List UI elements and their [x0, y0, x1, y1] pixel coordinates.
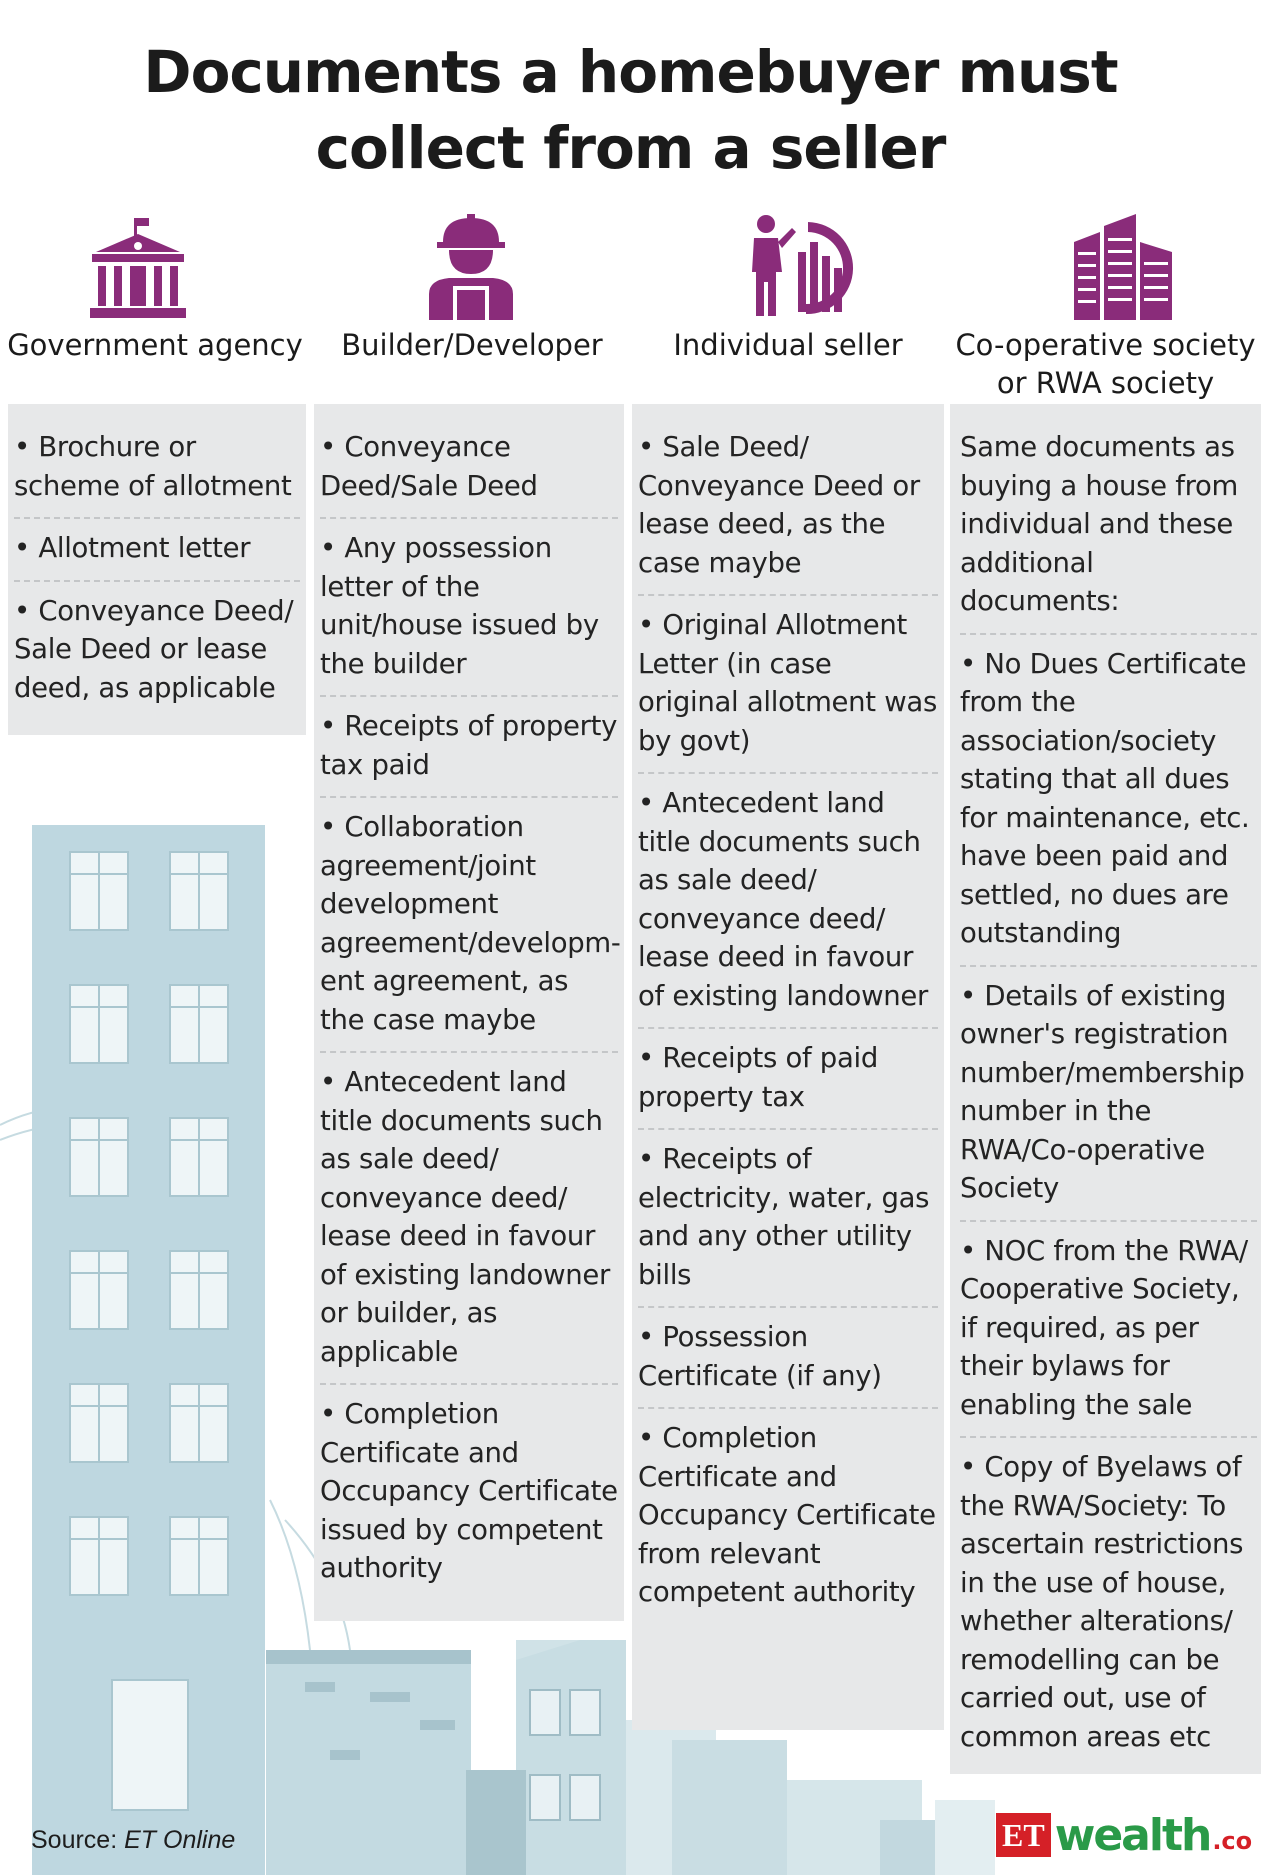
- list-item: • Original Allotment Letter (in case original allotment was by govt): [638, 596, 938, 774]
- column-title-individual: Individual seller: [673, 328, 903, 362]
- panel-builder: [314, 404, 624, 1621]
- list-item: • Brochure or scheme of allotment: [14, 428, 300, 519]
- list-item: • Antecedent land title documents such as sale deed/ conveyance deed/ lease deed in favour of existing landowner or builder, as applicable: [320, 1053, 618, 1385]
- list-item: • No Dues Certificate from the association/society stating that all dues for maintenance, etc. have been paid and settled, no dues are outstanding: [960, 635, 1257, 967]
- column-title-society: Co-operative society or RWA society: [955, 328, 1256, 400]
- list-item: • NOC from the RWA/ Cooperative Society, if required, as per their bylaws for enabling the sale: [960, 1222, 1257, 1439]
- society-intro-text: Same documents as buying a house from individual and these additional documents:: [960, 428, 1257, 635]
- government-building-icon: [82, 212, 194, 324]
- apartment-towers-icon: [1070, 212, 1182, 324]
- list-item: • Conveyance Deed/ Sale Deed or lease deed, as applicable: [14, 594, 294, 704]
- list-item: • Receipts of paid property tax: [638, 1029, 938, 1130]
- panel-society: [950, 404, 1261, 1774]
- list-item: • Details of existing owner's registration number/membership number in the RWA/Co-operative Society: [960, 967, 1257, 1222]
- logo-co: .co: [1212, 1827, 1253, 1855]
- list-item: • Receipts of electricity, water, gas and any other utility bills: [638, 1130, 938, 1308]
- list-item: • Receipts of property tax paid: [320, 697, 618, 798]
- source-name: ET Online: [124, 1826, 236, 1854]
- list-item: • Copy of Byelaws of the RWA/Society: To ascertain restrictions in the use of house, whether alterations/ remodelling can be carried out, use of common areas etc: [960, 1451, 1244, 1753]
- list-item: • Any possession letter of the unit/house issued by the builder: [320, 519, 618, 697]
- logo-wealth: wealth: [1054, 1809, 1211, 1861]
- list-item: • Allotment letter: [14, 519, 300, 582]
- panel-government: [8, 404, 306, 735]
- construction-worker-icon: [415, 212, 527, 324]
- list-item: • Conveyance Deed/Sale Deed: [320, 428, 618, 519]
- list-item: • Completion Certificate and Occupancy Certificate issued by competent authority: [320, 1398, 618, 1584]
- individual-seller-icon: [748, 212, 860, 324]
- page-title: [0, 34, 1261, 186]
- list-item: • Completion Certificate and Occupancy Certificate from relevant competent authority: [638, 1422, 936, 1608]
- list-item: • Collaboration agreement/joint development agreement/developm-ent agreement, as the case maybe: [320, 798, 618, 1053]
- logo-et: ET: [996, 1813, 1051, 1857]
- title-line-2: collect from a seller: [315, 114, 946, 182]
- source-label: Source:: [31, 1826, 118, 1854]
- list-item: • Possession Certificate (if any): [638, 1308, 938, 1409]
- et-wealth-logo: [996, 1810, 1252, 1860]
- list-item: • Sale Deed/ Conveyance Deed or lease deed, as the case maybe: [638, 428, 938, 596]
- panel-individual: [632, 404, 944, 1730]
- list-item: • Antecedent land title documents such as sale deed/ conveyance deed/ lease deed in favour of existing landowner: [638, 774, 938, 1029]
- title-line-1: Documents a homebuyer must: [143, 38, 1118, 106]
- column-title-builder: Builder/Developer: [341, 328, 603, 362]
- source-credit: [31, 1826, 235, 1855]
- column-title-government: Government agency: [7, 328, 303, 362]
